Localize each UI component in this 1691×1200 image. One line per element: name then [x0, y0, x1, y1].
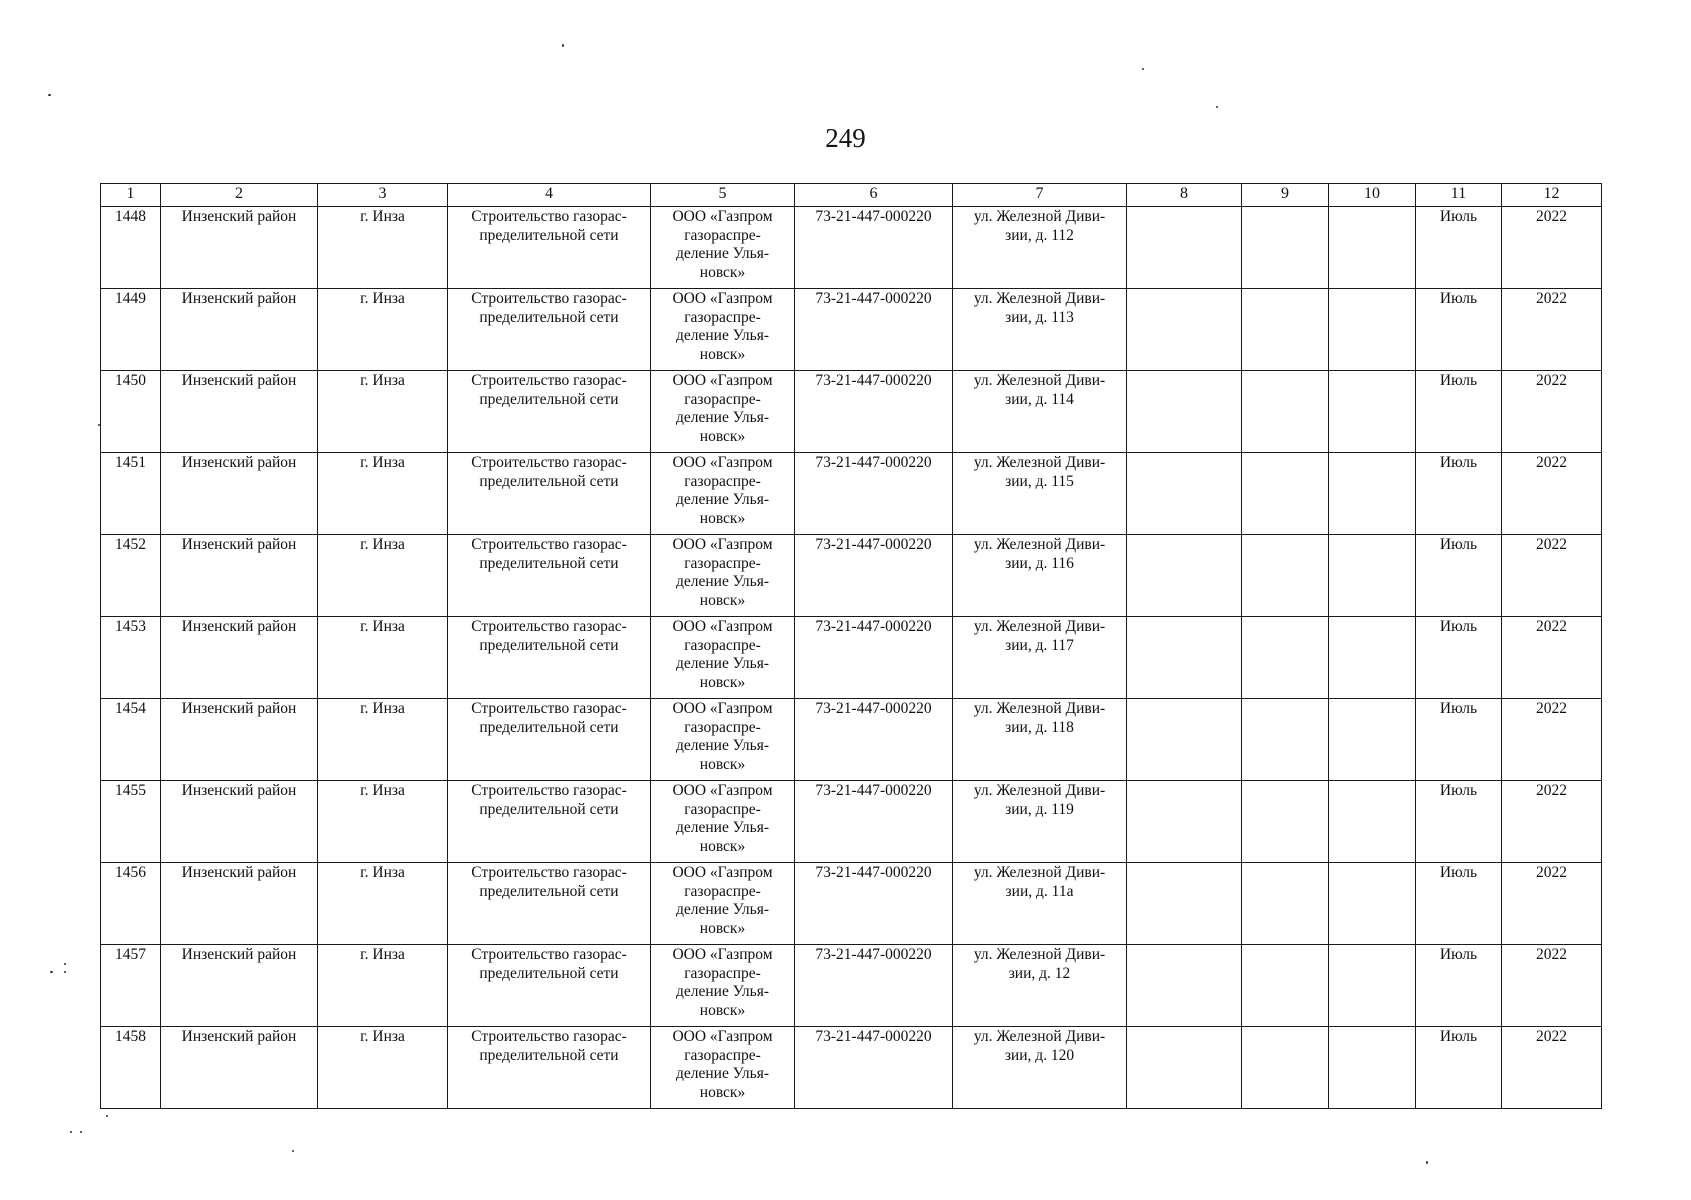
cell-col-9 [1242, 289, 1329, 371]
cell-month: Июль [1416, 289, 1502, 371]
cell-col-10 [1329, 207, 1416, 289]
cell-organization-line: газораспре- [684, 882, 761, 900]
cell-work-type-line: Строительство газорас- [471, 536, 627, 553]
cell-address-line: ул. Железной Диви- [973, 946, 1106, 963]
scan-speck [64, 971, 66, 973]
cell-col-9 [1242, 863, 1329, 945]
register-table [100, 183, 1602, 1109]
cell-address-line: ул. Железной Диви- [973, 1028, 1106, 1045]
cell-code: 73-21-447-000220 [795, 699, 953, 781]
cell-number: 1454 [101, 699, 161, 781]
cell-work-type [448, 1027, 651, 1109]
cell-month: Июль [1416, 699, 1502, 781]
cell-col-10 [1329, 617, 1416, 699]
cell-district: Инзенский район [161, 617, 318, 699]
cell-organization-line: газораспре- [684, 964, 761, 982]
table-row [101, 1027, 1602, 1109]
cell-address [953, 371, 1127, 453]
table-row [101, 781, 1602, 863]
cell-work-type [448, 535, 651, 617]
cell-code: 73-21-447-000220 [795, 1027, 953, 1109]
cell-organization-line: газораспре- [684, 1046, 761, 1064]
cell-col-10 [1329, 1027, 1416, 1109]
cell-col-9 [1242, 453, 1329, 535]
cell-district: Инзенский район [161, 535, 318, 617]
cell-col-8 [1127, 453, 1242, 535]
cell-organization-line: ООО «Газпром [672, 208, 773, 225]
cell-address-line: зии, д. 118 [1005, 718, 1074, 736]
table-row [101, 453, 1602, 535]
cell-organization [651, 863, 795, 945]
cell-number: 1450 [101, 371, 161, 453]
table-header [101, 184, 1602, 207]
cell-organization-line: газораспре- [684, 554, 761, 572]
cell-organization-line: газораспре- [684, 718, 761, 736]
cell-organization-line: ООО «Газпром [672, 946, 773, 963]
cell-organization-line: деление Улья- [675, 1065, 770, 1082]
cell-work-type-line: Строительство газорас- [471, 700, 627, 717]
cell-organization-line: газораспре- [684, 472, 761, 490]
cell-address-line: зии, д. 114 [1005, 390, 1074, 408]
cell-work-type [448, 453, 651, 535]
cell-code: 73-21-447-000220 [795, 945, 953, 1027]
cell-address-line: ул. Железной Диви- [973, 208, 1106, 225]
cell-code: 73-21-447-000220 [795, 781, 953, 863]
cell-work-type [448, 863, 651, 945]
cell-work-type-line: Строительство газорас- [471, 454, 627, 471]
cell-col-10 [1329, 371, 1416, 453]
cell-locality: г. Инза [318, 1027, 448, 1109]
cell-address-line: зии, д. 112 [1005, 226, 1074, 244]
cell-col-8 [1127, 699, 1242, 781]
cell-number: 1452 [101, 535, 161, 617]
column-header-12: 12 [1502, 184, 1602, 207]
cell-address [953, 453, 1127, 535]
cell-col-9 [1242, 535, 1329, 617]
cell-address-line: ул. Железной Диви- [973, 290, 1106, 307]
cell-number: 1457 [101, 945, 161, 1027]
cell-year: 2022 [1502, 1027, 1602, 1109]
cell-organization-line: новск» [699, 509, 746, 527]
cell-address-line: зии, д. 12 [1008, 964, 1071, 982]
column-header-5: 5 [651, 184, 795, 207]
cell-work-type [448, 371, 651, 453]
column-header-2: 2 [161, 184, 318, 207]
cell-work-type-line: Строительство газорас- [471, 290, 627, 307]
cell-address [953, 781, 1127, 863]
cell-address-line: зии, д. 11а [1005, 882, 1074, 900]
column-header-4: 4 [448, 184, 651, 207]
cell-work-type-line: пределительной сети [479, 226, 619, 244]
cell-organization-line: деление Улья- [675, 819, 770, 836]
cell-work-type-line: пределительной сети [479, 308, 619, 326]
scan-speck [106, 1115, 108, 1117]
cell-district: Инзенский район [161, 207, 318, 289]
cell-work-type [448, 617, 651, 699]
cell-month: Июль [1416, 535, 1502, 617]
cell-organization-line: ООО «Газпром [672, 700, 773, 717]
scan-speck [1426, 1161, 1428, 1164]
cell-work-type-line: пределительной сети [479, 1046, 619, 1064]
cell-organization [651, 371, 795, 453]
cell-code: 73-21-447-000220 [795, 371, 953, 453]
column-header-8: 8 [1127, 184, 1242, 207]
cell-month: Июль [1416, 781, 1502, 863]
cell-district: Инзенский район [161, 371, 318, 453]
cell-organization [651, 289, 795, 371]
cell-month: Июль [1416, 617, 1502, 699]
cell-col-8 [1127, 781, 1242, 863]
cell-address-line: ул. Железной Диви- [973, 536, 1106, 553]
cell-organization-line: деление Улья- [675, 983, 770, 1000]
cell-organization-line: новск» [699, 427, 746, 445]
cell-address [953, 289, 1127, 371]
cell-code: 73-21-447-000220 [795, 453, 953, 535]
cell-year: 2022 [1502, 289, 1602, 371]
cell-work-type-line: Строительство газорас- [471, 1028, 627, 1045]
cell-address-line: зии, д. 113 [1005, 308, 1074, 326]
scan-speck [48, 94, 51, 96]
cell-organization-line: газораспре- [684, 800, 761, 818]
cell-locality: г. Инза [318, 945, 448, 1027]
cell-work-type-line: пределительной сети [479, 390, 619, 408]
column-header-7: 7 [953, 184, 1127, 207]
cell-year: 2022 [1502, 863, 1602, 945]
cell-col-8 [1127, 1027, 1242, 1109]
cell-locality: г. Инза [318, 863, 448, 945]
cell-col-10 [1329, 699, 1416, 781]
cell-organization [651, 535, 795, 617]
cell-col-9 [1242, 1027, 1329, 1109]
cell-col-10 [1329, 863, 1416, 945]
cell-work-type-line: Строительство газорас- [471, 372, 627, 389]
cell-district: Инзенский район [161, 945, 318, 1027]
cell-col-10 [1329, 945, 1416, 1027]
cell-address [953, 945, 1127, 1027]
column-header-9: 9 [1242, 184, 1329, 207]
cell-work-type [448, 699, 651, 781]
cell-organization-line: новск» [699, 1083, 746, 1101]
table-row [101, 863, 1602, 945]
cell-organization-line: деление Улья- [675, 245, 770, 262]
table-row [101, 289, 1602, 371]
cell-address-line: ул. Железной Диви- [973, 618, 1106, 635]
cell-district: Инзенский район [161, 699, 318, 781]
cell-col-9 [1242, 617, 1329, 699]
cell-organization-line: новск» [699, 919, 746, 937]
cell-year: 2022 [1502, 699, 1602, 781]
cell-organization [651, 781, 795, 863]
cell-address-line: ул. Железной Диви- [973, 454, 1106, 471]
cell-organization-line: деление Улья- [675, 327, 770, 344]
cell-col-8 [1127, 371, 1242, 453]
cell-col-10 [1329, 289, 1416, 371]
table-row [101, 617, 1602, 699]
cell-work-type-line: пределительной сети [479, 554, 619, 572]
cell-work-type-line: Строительство газорас- [471, 782, 627, 799]
cell-col-8 [1127, 535, 1242, 617]
cell-col-8 [1127, 945, 1242, 1027]
cell-district: Инзенский район [161, 781, 318, 863]
cell-number: 1453 [101, 617, 161, 699]
cell-organization-line: деление Улья- [675, 737, 770, 754]
cell-year: 2022 [1502, 371, 1602, 453]
cell-organization [651, 207, 795, 289]
cell-locality: г. Инза [318, 535, 448, 617]
cell-work-type-line: пределительной сети [479, 636, 619, 654]
cell-organization-line: деление Улья- [675, 901, 770, 918]
cell-col-10 [1329, 535, 1416, 617]
cell-organization-line: деление Улья- [675, 573, 770, 590]
cell-organization-line: газораспре- [684, 308, 761, 326]
cell-address [953, 617, 1127, 699]
cell-work-type-line: пределительной сети [479, 964, 619, 982]
cell-col-8 [1127, 863, 1242, 945]
scan-speck [50, 971, 53, 973]
scan-speck [562, 44, 564, 47]
cell-organization-line: ООО «Газпром [672, 618, 773, 635]
cell-district: Инзенский район [161, 289, 318, 371]
cell-organization-line: новск» [699, 673, 746, 691]
cell-organization-line: ООО «Газпром [672, 454, 773, 471]
cell-address-line: ул. Железной Диви- [973, 782, 1106, 799]
cell-address-line: зии, д. 115 [1005, 472, 1074, 490]
cell-number: 1456 [101, 863, 161, 945]
cell-organization-line: новск» [699, 837, 746, 855]
cell-organization-line: ООО «Газпром [672, 782, 773, 799]
cell-organization-line: новск» [699, 1001, 746, 1019]
scan-speck [292, 1150, 294, 1152]
cell-address [953, 863, 1127, 945]
cell-organization-line: ООО «Газпром [672, 1028, 773, 1045]
header-row [101, 184, 1602, 207]
cell-address-line: зии, д. 117 [1005, 636, 1074, 654]
cell-district: Инзенский район [161, 453, 318, 535]
cell-organization [651, 699, 795, 781]
scan-speck [1142, 68, 1144, 70]
table-row [101, 371, 1602, 453]
cell-month: Июль [1416, 371, 1502, 453]
cell-number: 1455 [101, 781, 161, 863]
cell-organization [651, 1027, 795, 1109]
cell-col-8 [1127, 617, 1242, 699]
cell-year: 2022 [1502, 207, 1602, 289]
cell-address [953, 535, 1127, 617]
cell-month: Июль [1416, 1027, 1502, 1109]
cell-year: 2022 [1502, 453, 1602, 535]
cell-organization [651, 617, 795, 699]
cell-address-line: зии, д. 116 [1005, 554, 1074, 572]
cell-organization-line: ООО «Газпром [672, 864, 773, 881]
cell-locality: г. Инза [318, 289, 448, 371]
cell-locality: г. Инза [318, 207, 448, 289]
cell-address [953, 207, 1127, 289]
cell-col-10 [1329, 781, 1416, 863]
cell-organization-line: новск» [699, 345, 746, 363]
cell-month: Июль [1416, 207, 1502, 289]
cell-work-type [448, 207, 651, 289]
scan-speck [70, 1131, 72, 1133]
cell-organization [651, 453, 795, 535]
cell-code: 73-21-447-000220 [795, 535, 953, 617]
cell-col-9 [1242, 699, 1329, 781]
cell-year: 2022 [1502, 535, 1602, 617]
cell-col-9 [1242, 945, 1329, 1027]
cell-organization-line: ООО «Газпром [672, 536, 773, 553]
cell-locality: г. Инза [318, 781, 448, 863]
cell-organization-line: ООО «Газпром [672, 290, 773, 307]
cell-organization [651, 945, 795, 1027]
cell-district: Инзенский район [161, 863, 318, 945]
table-row [101, 535, 1602, 617]
cell-locality: г. Инза [318, 371, 448, 453]
cell-col-9 [1242, 371, 1329, 453]
cell-locality: г. Инза [318, 453, 448, 535]
cell-address [953, 699, 1127, 781]
cell-number: 1451 [101, 453, 161, 535]
cell-year: 2022 [1502, 617, 1602, 699]
column-header-3: 3 [318, 184, 448, 207]
cell-col-9 [1242, 781, 1329, 863]
cell-number: 1458 [101, 1027, 161, 1109]
table-row [101, 207, 1602, 289]
cell-work-type-line: пределительной сети [479, 882, 619, 900]
cell-organization-line: новск» [699, 263, 746, 281]
cell-address-line: ул. Железной Диви- [973, 700, 1106, 717]
column-header-1: 1 [101, 184, 161, 207]
cell-organization-line: газораспре- [684, 636, 761, 654]
cell-locality: г. Инза [318, 699, 448, 781]
scan-speck [64, 963, 66, 965]
cell-work-type-line: Строительство газорас- [471, 946, 627, 963]
cell-month: Июль [1416, 863, 1502, 945]
cell-organization-line: деление Улья- [675, 409, 770, 426]
column-header-6: 6 [795, 184, 953, 207]
cell-organization-line: деление Улья- [675, 491, 770, 508]
cell-col-8 [1127, 207, 1242, 289]
cell-organization-line: ООО «Газпром [672, 372, 773, 389]
cell-work-type [448, 781, 651, 863]
table-row [101, 699, 1602, 781]
cell-organization-line: газораспре- [684, 390, 761, 408]
cell-work-type-line: Строительство газорас- [471, 618, 627, 635]
cell-col-8 [1127, 289, 1242, 371]
cell-code: 73-21-447-000220 [795, 617, 953, 699]
cell-organization-line: новск» [699, 755, 746, 773]
cell-organization-line: деление Улья- [675, 655, 770, 672]
cell-work-type-line: пределительной сети [479, 718, 619, 736]
cell-work-type-line: Строительство газорас- [471, 208, 627, 225]
column-header-10: 10 [1329, 184, 1416, 207]
cell-address-line: зии, д. 120 [1004, 1046, 1075, 1064]
cell-address [953, 1027, 1127, 1109]
column-header-11: 11 [1416, 184, 1502, 207]
cell-locality: г. Инза [318, 617, 448, 699]
cell-col-9 [1242, 207, 1329, 289]
cell-work-type [448, 289, 651, 371]
cell-address-line: зии, д. 119 [1005, 800, 1074, 818]
cell-code: 73-21-447-000220 [795, 289, 953, 371]
cell-work-type-line: Строительство газорас- [471, 864, 627, 881]
cell-month: Июль [1416, 453, 1502, 535]
cell-code: 73-21-447-000220 [795, 863, 953, 945]
table-body [101, 207, 1602, 1109]
scan-speck [98, 424, 100, 426]
cell-address-line: ул. Железной Диви- [973, 864, 1106, 881]
cell-code: 73-21-447-000220 [795, 207, 953, 289]
page-number: 249 [825, 123, 866, 153]
cell-year: 2022 [1502, 945, 1602, 1027]
cell-number: 1449 [101, 289, 161, 371]
cell-organization-line: новск» [699, 591, 746, 609]
cell-number: 1448 [101, 207, 161, 289]
cell-month: Июль [1416, 945, 1502, 1027]
cell-work-type-line: пределительной сети [479, 800, 619, 818]
scan-speck [80, 1131, 82, 1133]
cell-work-type [448, 945, 651, 1027]
cell-col-10 [1329, 453, 1416, 535]
cell-district: Инзенский район [161, 1027, 318, 1109]
cell-year: 2022 [1502, 781, 1602, 863]
cell-work-type-line: пределительной сети [479, 472, 619, 490]
cell-address-line: ул. Железной Диви- [973, 372, 1106, 389]
scan-speck [1216, 106, 1218, 108]
table-row [101, 945, 1602, 1027]
cell-organization-line: газораспре- [684, 226, 761, 244]
